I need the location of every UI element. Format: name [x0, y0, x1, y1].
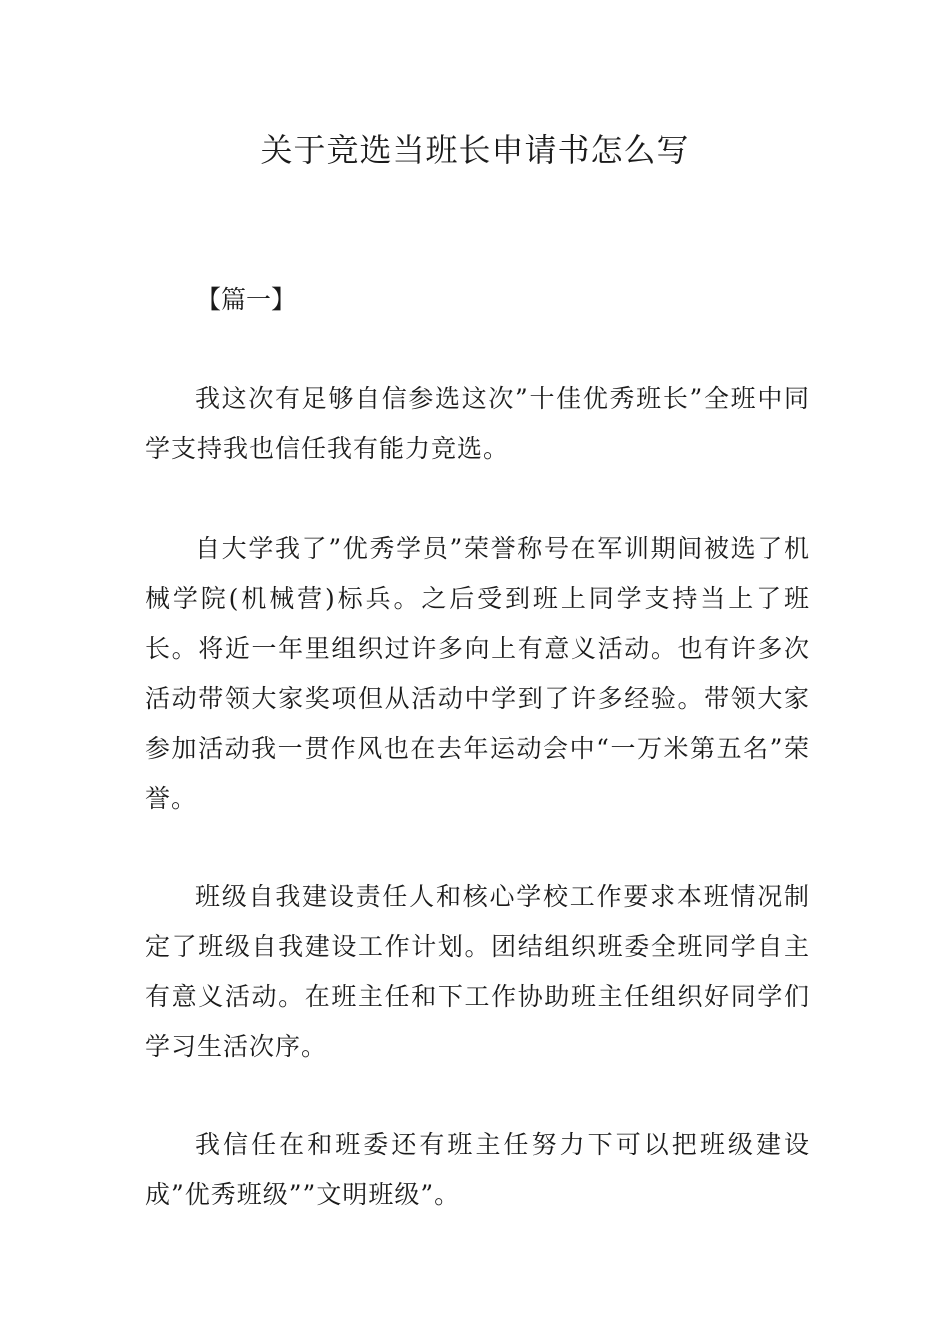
paragraph-2: 自大学我了”优秀学员”荣誉称号在军训期间被选了机械学院(机械营)标兵。之后受到班上同学支持当上了班长。将近一年里组织过许多向上有意义活动。也有许多次活动带领大家奖项但从活动中学到了许多经验。带领大家参加活动我一贯作风也在去年运动会中“一万米第五名”荣誉。	[145, 534, 810, 813]
paragraph-3: 班级自我建设责任人和核心学校工作要求本班情况制定了班级自我建设工作计划。团结组织班委全班同学自主有意义活动。在班主任和下工作协助班主任组织好同学们学习生活次序。	[145, 882, 810, 1061]
document-title: 关于竞选当班长申请书怎么写	[260, 131, 690, 169]
section-label: 【篇一】	[196, 285, 297, 314]
paragraph-4: 我信任在和班委还有班主任努力下可以把班级建设成”优秀班级””文明班级”。	[145, 1130, 810, 1209]
paragraph-1: 我这次有足够自信参选这次”十佳优秀班长”全班中同学支持我也信任我有能力竞选。	[145, 384, 810, 463]
